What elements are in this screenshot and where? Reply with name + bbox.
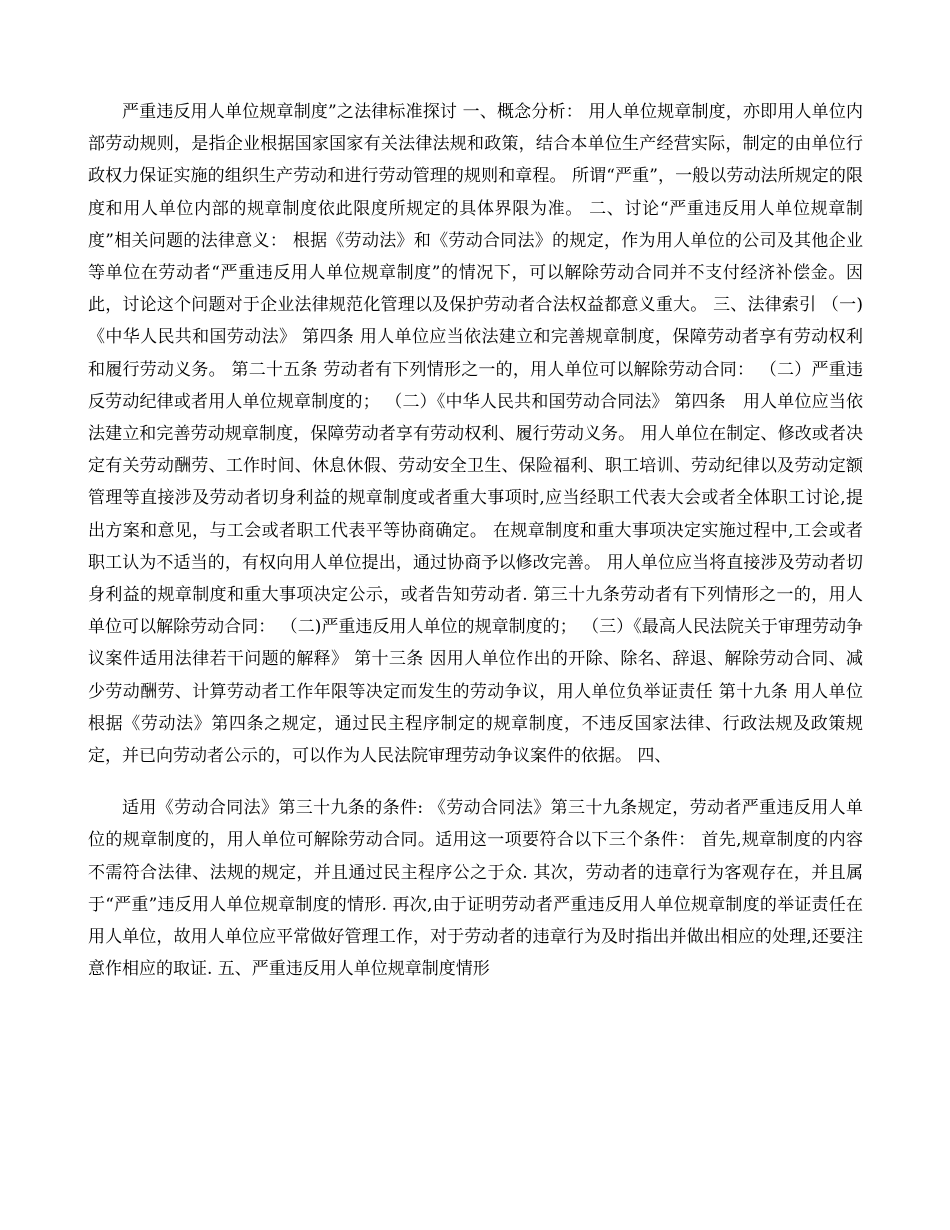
document-body	[88, 96, 863, 985]
body-paragraph-1: 严重违反用人单位规章制度”之法律标准探讨 一、概念分析： 用人单位规章制度，亦即用人单位内部劳动规则，是指企业根据国家国家有关法律法规和政策，结合本单位生产经营实际，制定的由单位行政权力保证实施的组织生产劳动和进行劳动管理的规则和章程。 所谓“严重”，一般以劳动法所规定的限度和用人单位内部的规章制度依此限度所规定的具体界限为准。 二、讨论“严重违反用人单位规章制度”相关问题的法律意义： 根据《劳动法》和《劳动合同法》的规定，作为用人单位的公司及其他企业等单位在劳动者“严重违反用人单位规章制度”的情况下，可以解除劳动合同并不支付经济补偿金。因此，讨论这个问题对于企业法律规范化管理以及保护劳动者合法权益都意义重大。 三、法律索引 （一)《中华人民共和国劳动法》 第四条 用人单位应当依法建立和完善规章制度，保障劳动者享有劳动权利和履行劳动义务。 第二十五条 劳动者有下列情形之一的，用人单位可以解除劳动合同： （二）严重违反劳动纪律或者用人单位规章制度的； （二）《中华人民共和国劳动合同法》 第四条 用人单位应当依法建立和完善劳动规章制度，保障劳动者享有劳动权利、履行劳动义务。 用人单位在制定、修改或者决定有关劳动酬劳、工作时间、休息休假、劳动安全卫生、保险福利、职工培训、劳动纪律以及劳动定额管理等直接涉及劳动者切身利益的规章制度或者重大事项时,应当经职工代表大会或者全体职工讨论,提出方案和意见，与工会或者职工代表平等协商确定。 在规章制度和重大事项决定实施过程中,工会或者职工认为不适当的，有权向用人单位提出，通过协商予以修改完善。 用人单位应当将直接涉及劳动者切身利益的规章制度和重大事项决定公示，或者告知劳动者. 第三十九条劳动者有下列情形之一的，用人单位可以解除劳动合同： （二)严重违反用人单位的规章制度的； （三）《最高人民法院关于审理劳动争议案件适用法律若干问题的解释》 第十三条 因用人单位作出的开除、除名、辞退、解除劳动合同、减少劳动酬劳、计算劳动者工作年限等决定而发生的劳动争议，用人单位负举证责任 第十九条 用人单位根据《劳动法》第四条之规定，通过民主程序制定的规章制度，不违反国家法律、行政法规及政策规定，并已向劳动者公示的，可以作为人民法院审理劳动争议案件的依据。 四、	[88, 102, 863, 767]
body-paragraph-2: 适用《劳动合同法》第三十九条的条件: 《劳动合同法》第三十九条规定，劳动者严重违反用人单位的规章制度的，用人单位可解除劳动合同。适用这一项要符合以下三个条件： 首先,规章制度的内容不需符合法律、法规的规定，并且通过民主程序公之于众. 其次，劳动者的违章行为客观存在，并且属于“严重”违反用人单位规章制度的情形. 再次,由于证明劳动者严重违反用人单位规章制度的举证责任在用人单位，故用人单位应平常做好管理工作，对于劳动者的违章行为及时指出并做出相应的处理,还要注意作相应的取证. 五、严重违反用人单位规章制度情形	[88, 798, 863, 980]
